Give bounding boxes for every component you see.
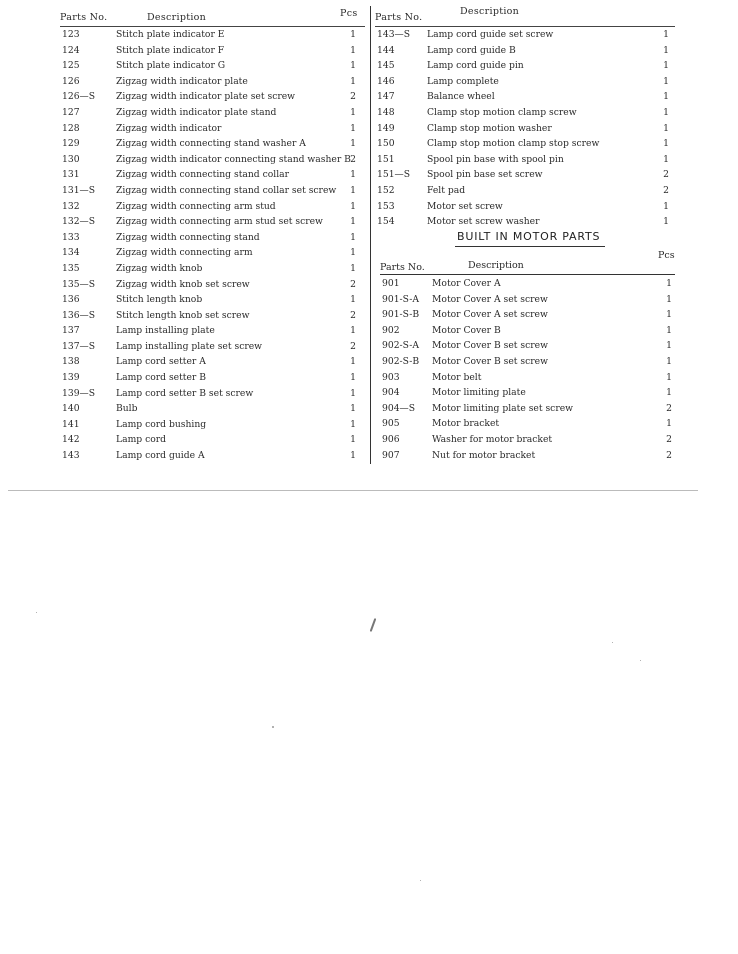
part-quantity: 1 [663,122,669,134]
part-description: Motor Cover A [432,278,501,289]
part-description: Motor set screw washer [427,216,540,228]
part-number: 901-S-A [382,293,420,305]
part-description: Lamp cord setter A [116,356,206,368]
part-quantity: 1 [350,434,356,446]
table-row [60,183,365,199]
table-row [60,292,365,308]
part-description: Zigzag width indicator plate stand [116,106,277,118]
part-number: 144 [377,44,395,56]
part-description: Lamp cord guide B [427,44,516,56]
part-description: Zigzag width knob set screw [116,278,250,290]
table-row [60,386,365,402]
table-row [375,199,675,215]
part-number: 906 [382,433,400,445]
table-row [375,121,675,137]
part-description: Lamp complete [427,75,499,87]
table-row [380,323,680,339]
table-row [60,136,365,152]
part-number: 126 [62,75,80,87]
table-row [60,152,365,168]
part-number: 151 [377,153,395,165]
part-description: Zigzag width connecting arm stud set screw [116,216,323,228]
part-number: 905 [382,418,400,430]
part-quantity: 1 [663,138,669,150]
part-quantity: 1 [350,294,356,306]
left-table-header [60,8,365,26]
part-quantity: 2 [350,309,356,321]
table-row [60,245,365,261]
table-row [60,230,365,246]
table-row [380,432,680,448]
table-row [60,308,365,324]
part-quantity: 1 [350,231,356,243]
part-quantity: 1 [666,387,672,399]
part-description: Stitch length knob set screw [116,309,250,321]
part-quantity: 1 [350,450,356,462]
part-number: 141 [62,418,80,430]
part-number: 904—S [382,402,416,414]
part-quantity: 2 [666,402,672,414]
part-number: 901 [382,278,400,289]
part-number: 142 [62,434,80,446]
part-number: 904 [382,387,400,399]
part-number: 907 [382,449,400,461]
part-description: Clamp stop motion washer [427,122,552,134]
scan-speck [36,612,37,613]
table-row [60,417,365,433]
part-quantity: 2 [666,449,672,461]
scan-speck [272,726,274,728]
right-table-header [375,8,675,26]
table-row [380,338,680,354]
part-quantity: 1 [350,403,356,415]
part-number: 152 [377,184,395,196]
table-row [60,43,365,59]
table-row [380,385,680,401]
table-row [60,339,365,355]
part-description: Zigzag width knob [116,262,203,274]
table-row [60,121,365,137]
motor-table-header [380,250,675,274]
part-quantity: 2 [663,169,669,181]
table-row [60,354,365,370]
part-description: Stitch plate indicator F [116,44,225,56]
part-number: 151—S [377,169,411,181]
part-quantity: 2 [666,433,672,445]
part-description: Zigzag width connecting arm stud [116,200,276,212]
part-description: Motor Cover B set screw [432,340,548,352]
part-description: Lamp cord bushing [116,418,207,430]
part-description: Motor set screw [427,200,503,212]
part-quantity: 1 [663,60,669,72]
part-description: Zigzag width connecting stand [116,231,260,243]
table-row [60,199,365,215]
part-number: 127 [62,106,80,118]
table-row [60,432,365,448]
table-row [375,214,675,230]
table-row [375,27,675,43]
part-number: 148 [377,106,395,118]
table-row [375,89,675,105]
part-description: Spool pin base with spool pin [427,153,564,165]
table-row [60,401,365,417]
left-parts-table [60,8,365,464]
part-description: Felt pad [427,184,466,196]
part-number: 135—S [62,278,96,290]
part-quantity: 1 [350,169,356,181]
table-row [375,58,675,74]
scan-speck [370,618,377,632]
part-number: 130 [62,153,80,165]
part-number: 131 [62,169,80,181]
part-quantity: 2 [663,184,669,196]
part-description: Lamp cord guide A [116,450,205,462]
parts-no-header: Parts No. [375,12,423,23]
part-description: Zigzag width indicator connecting stand washer B [116,153,351,165]
part-description: Nut for motor bracket [432,449,536,461]
part-quantity: 1 [350,44,356,56]
part-number: 902 [382,324,400,336]
part-number: 143 [62,450,80,462]
part-number: 139—S [62,387,96,399]
part-number: 902-S-B [382,355,420,367]
scan-edge-line [8,490,698,491]
motor-section-title: BUILT IN MOTOR PARTS [457,230,601,243]
part-description: Zigzag width indicator [116,122,222,134]
table-row [375,167,675,183]
part-number: 126—S [62,91,96,103]
part-description: Zigzag width connecting stand washer A [116,138,306,150]
part-number: 150 [377,138,395,150]
scan-speck [612,642,613,643]
part-number: 902-S-A [382,340,420,352]
part-quantity: 1 [663,200,669,212]
table-row [60,448,365,464]
part-quantity: 1 [666,418,672,430]
table-row [60,74,365,90]
table-row [375,43,675,59]
table-row [380,307,680,323]
part-number: 132 [62,200,80,212]
scan-speck [640,660,641,661]
part-number: 135 [62,262,80,274]
part-number: 128 [62,122,80,134]
part-number: 903 [382,371,400,383]
right-rows [375,27,675,230]
table-row [380,416,680,432]
part-description: Lamp installing plate [116,325,215,337]
part-description: Lamp cord guide pin [427,60,524,72]
part-quantity: 1 [666,309,672,321]
part-description: Stitch length knob [116,294,203,306]
table-row [375,183,675,199]
part-quantity: 1 [350,75,356,87]
part-description: Motor Cover B set screw [432,355,548,367]
part-quantity: 2 [350,153,356,165]
part-quantity: 1 [350,372,356,384]
part-description: Stitch plate indicator G [116,60,226,72]
part-description: Motor belt [432,371,482,383]
part-description: Zigzag width indicator plate set screw [116,91,296,103]
part-quantity: 1 [350,418,356,430]
part-number: 138 [62,356,80,368]
part-description: Stitch plate indicator E [116,29,225,40]
part-quantity: 1 [350,138,356,150]
pcs-header: Pcs [658,250,675,261]
part-description: Zigzag width connecting arm [116,247,253,259]
part-quantity: 1 [666,371,672,383]
part-number: 149 [377,122,395,134]
table-row [60,323,365,339]
part-number: 131—S [62,184,96,196]
right-parts-table [375,6,675,461]
table-row [60,167,365,183]
table-row [380,276,680,292]
part-description: Balance wheel [427,91,495,103]
part-description: Washer for motor bracket [432,433,553,445]
table-row [60,105,365,121]
part-quantity: 1 [663,29,669,40]
part-description: Clamp stop motion clamp screw [427,106,577,118]
part-number: 901-S-B [382,309,420,321]
part-description: Lamp cord setter B [116,372,206,384]
part-number: 133 [62,231,80,243]
part-quantity: 1 [350,106,356,118]
header-rule [380,274,675,275]
part-quantity: 1 [663,106,669,118]
part-number: 134 [62,247,80,259]
part-description: Bulb [116,403,138,415]
left-rows [60,27,365,464]
part-description: Spool pin base set screw [427,169,543,181]
part-quantity: 1 [663,216,669,228]
table-row [375,74,675,90]
part-number: 153 [377,200,395,212]
part-number: 129 [62,138,80,150]
table-row [60,89,365,105]
part-number: 136 [62,294,80,306]
part-number: 140 [62,403,80,415]
part-quantity: 2 [350,340,356,352]
description-header: Description [460,6,520,17]
part-quantity: 1 [350,200,356,212]
part-quantity: 1 [663,153,669,165]
part-description: Lamp cord setter B set screw [116,387,254,399]
table-row [375,136,675,152]
section-title-underline [455,246,605,247]
part-quantity: 1 [350,262,356,274]
part-number: 137 [62,325,80,337]
description-header: Description [147,12,207,23]
table-row [380,401,680,417]
column-divider [370,6,371,464]
part-number: 132—S [62,216,96,228]
parts-no-header: Parts No. [60,12,108,23]
table-row [375,152,675,168]
table-row [60,370,365,386]
part-quantity: 1 [666,340,672,352]
part-number: 123 [62,29,80,40]
part-quantity: 1 [350,60,356,72]
part-description: Motor Cover B [432,324,501,336]
part-quantity: 1 [663,75,669,87]
part-quantity: 1 [350,247,356,259]
part-quantity: 1 [350,122,356,134]
part-number: 136—S [62,309,96,321]
part-quantity: 1 [350,184,356,196]
part-quantity: 1 [666,293,672,305]
part-quantity: 1 [350,29,356,40]
part-description: Zigzag width indicator plate [116,75,248,87]
part-number: 143—S [377,29,411,40]
part-quantity: 2 [350,91,356,103]
part-quantity: 1 [666,324,672,336]
part-description: Motor limiting plate set screw [432,402,574,414]
description-header: Description [468,260,524,271]
part-quantity: 1 [663,91,669,103]
table-row [380,292,680,308]
part-number: 154 [377,216,395,228]
part-description: Zigzag width connecting stand collar [116,169,290,181]
part-number: 147 [377,91,395,103]
part-quantity: 2 [350,278,356,290]
table-row [60,27,365,43]
part-description: Lamp cord guide set screw [427,29,554,40]
part-number: 146 [377,75,395,87]
table-row [380,448,680,464]
part-description: Clamp stop motion clamp stop screw [427,138,600,150]
part-number: 145 [377,60,395,72]
part-quantity: 1 [350,325,356,337]
table-row [60,214,365,230]
part-quantity: 1 [663,44,669,56]
part-quantity: 1 [350,387,356,399]
part-description: Motor Cover A set screw [432,309,548,321]
part-description: Motor bracket [432,418,500,430]
part-number: 125 [62,60,80,72]
part-quantity: 1 [666,355,672,367]
part-number: 139 [62,372,80,384]
table-row [380,370,680,386]
scan-speck [420,880,421,881]
table-row [60,277,365,293]
part-description: Motor Cover A set screw [432,293,548,305]
motor-rows [380,276,680,463]
part-quantity: 1 [350,356,356,368]
part-description: Lamp cord [116,434,167,446]
pcs-header: Pcs [340,8,358,19]
part-number: 124 [62,44,80,56]
part-number: 137—S [62,340,96,352]
table-row [60,58,365,74]
part-description: Motor limiting plate [432,387,526,399]
parts-no-header: Parts No. [380,262,425,273]
table-row [375,105,675,121]
table-row [60,261,365,277]
part-quantity: 1 [350,216,356,228]
part-description: Zigzag width connecting stand collar set screw [116,184,337,196]
part-description: Lamp installing plate set screw [116,340,263,352]
table-row [380,354,680,370]
part-quantity: 1 [666,278,672,289]
